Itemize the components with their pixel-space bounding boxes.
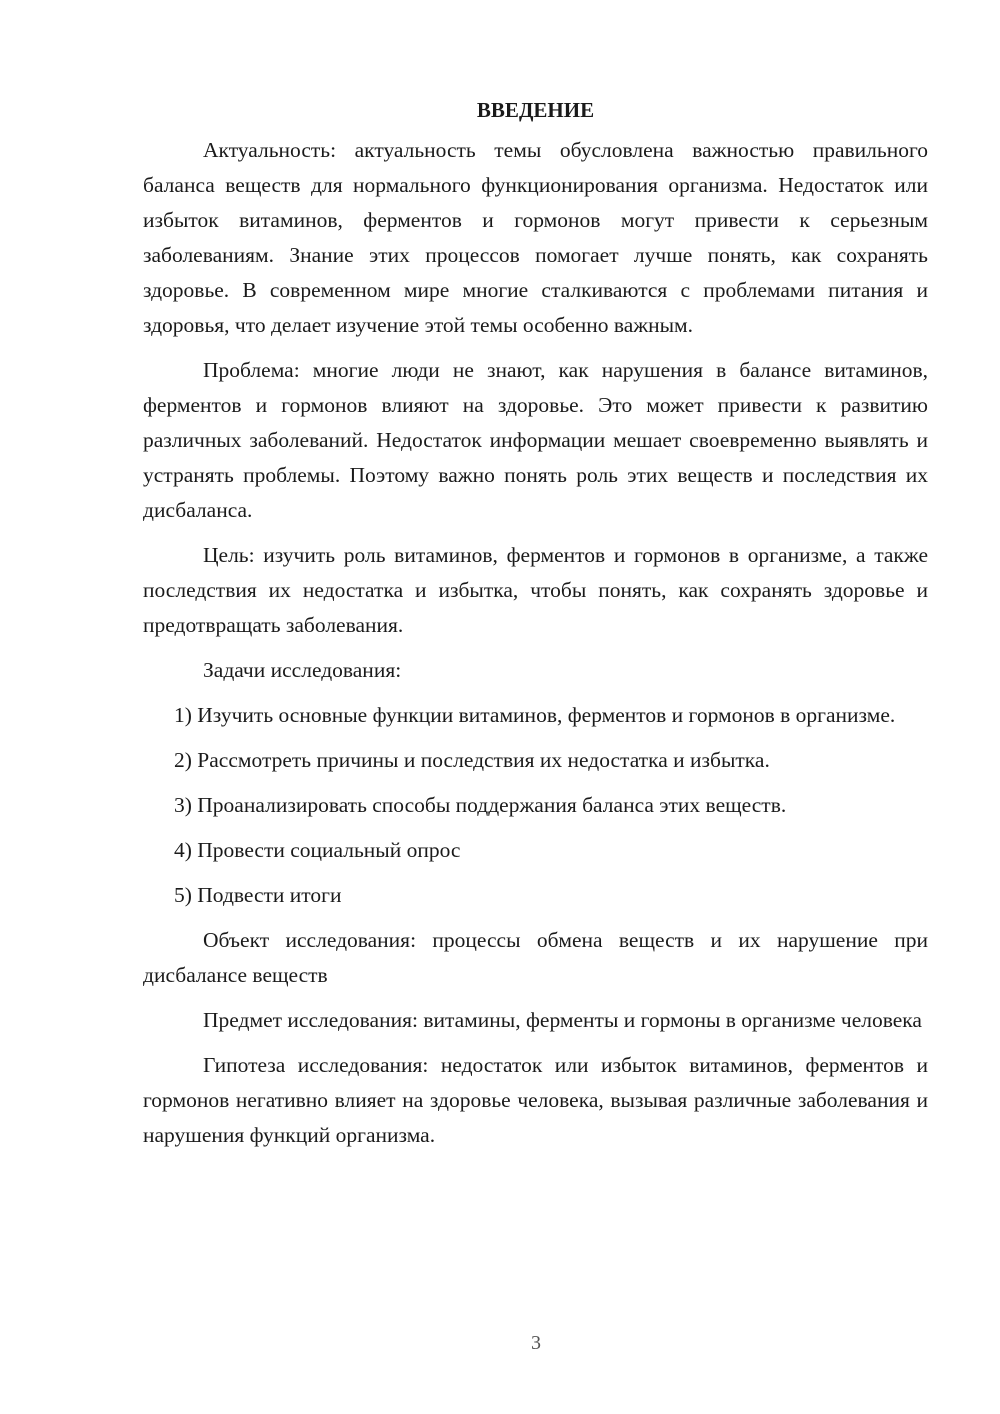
relevance-paragraph: Актуальность: актуальность темы обусловлена важностью правильного баланса веществ для нормального функционирования организма. Недостаток или избыток витаминов, ферментов и гормонов могут привести к серьезным заболеваниям. Знание этих процессов помогает лучше понять, как сохранять здоровье. В современном мире многие сталкиваются с проблемами питания и здоровья, что делает изучение этой темы особенно важным.: [143, 138, 928, 337]
document-page: [143, 95, 928, 1163]
section-heading: ВВЕДЕНИЕ: [476, 98, 595, 122]
object-paragraph: Объект исследования: процессы обмена веществ и их нарушение при дисбалансе веществ: [143, 928, 928, 987]
task-item-2: 2) Рассмотреть причины и последствия их недостатка и избытка.: [174, 748, 770, 772]
goal-paragraph: Цель: изучить роль витаминов, ферментов и гормонов в организме, а также последствия их недостатка и избытка, чтобы понять, как сохранять здоровье и предотвращать заболевания.: [143, 543, 928, 637]
tasks-heading: Задачи исследования:: [203, 658, 402, 682]
task-item-5: 5) Подвести итоги: [174, 883, 342, 907]
task-item-1: 1) Изучить основные функции витаминов, ферментов и гормонов в организме.: [174, 703, 896, 727]
hypothesis-paragraph: Гипотеза исследования: недостаток или избыток витаминов, ферментов и гормонов негативно влияет на здоровье человека, вызывая различные заболевания и нарушения функций организма.: [143, 1053, 928, 1147]
problem-paragraph: Проблема: многие люди не знают, как нарушения в балансе витаминов, ферментов и гормонов влияют на здоровье. Это может привести к развитию различных заболеваний. Недостаток информации мешает своевременно выявлять и устранять проблемы. Поэтому важно понять роль этих веществ и последствия их дисбаланса.: [143, 358, 928, 522]
task-item-3: 3) Проанализировать способы поддержания баланса этих веществ.: [174, 793, 787, 817]
page-number: 3: [531, 1332, 541, 1354]
subject-paragraph: Предмет исследования: витамины, ферменты и гормоны в организме человека: [203, 1008, 922, 1032]
task-item-4: 4) Провести социальный опрос: [174, 838, 461, 862]
